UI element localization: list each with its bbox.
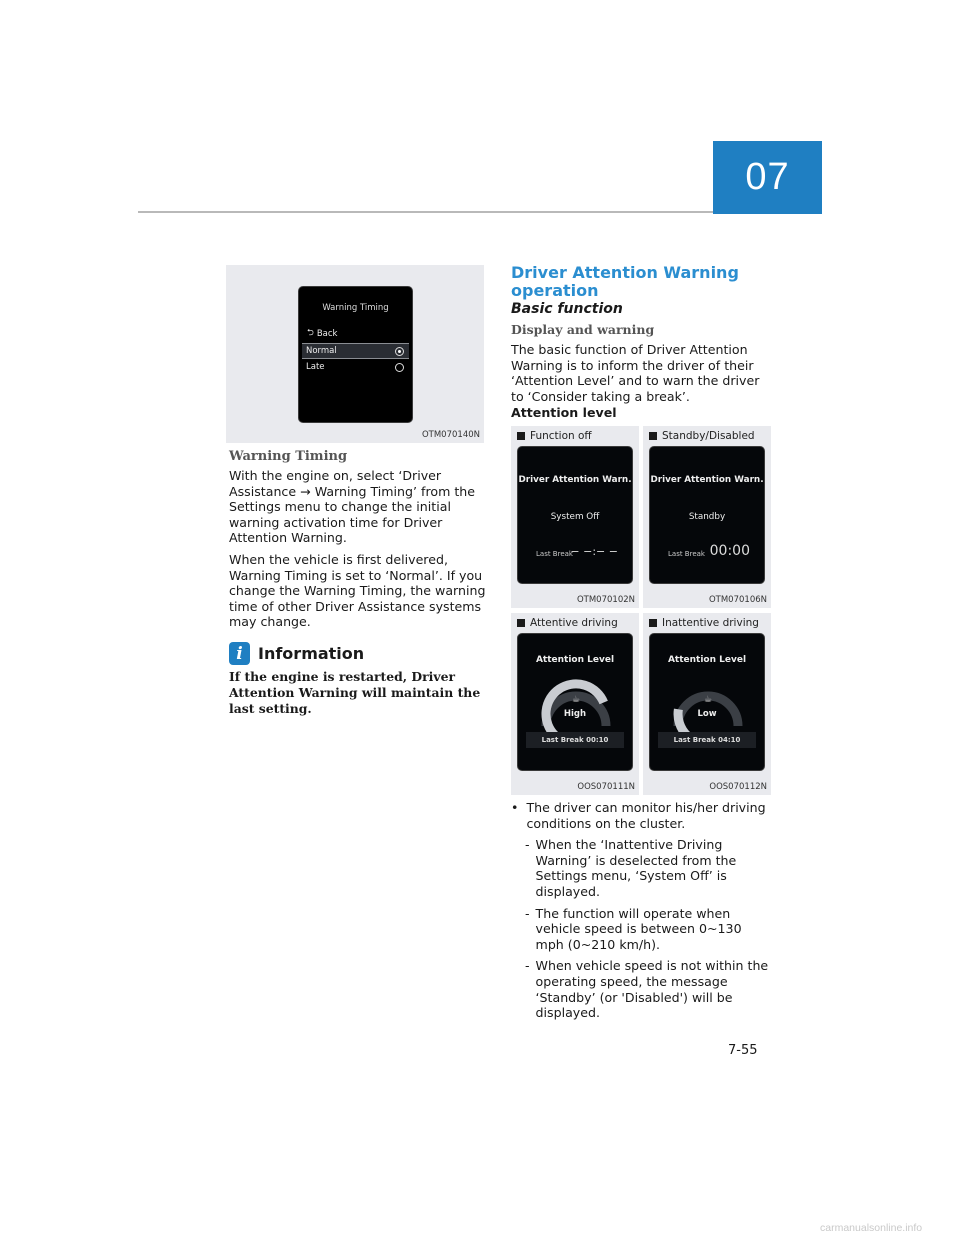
back-label: Back	[316, 329, 338, 339]
cluster-screen	[517, 446, 633, 584]
attention-gauge	[538, 674, 614, 732]
paragraph	[229, 468, 491, 546]
last-break: Last Break 00:10	[526, 732, 624, 748]
panel-caption	[517, 617, 618, 629]
square-bullet-icon	[649, 432, 657, 440]
screen-title: Attention Level	[667, 655, 747, 665]
last-break-value: − −:− −	[570, 545, 618, 558]
option-label: Normal	[306, 346, 337, 356]
screen-title: Driver Attention Warn.	[650, 475, 764, 485]
sub-bullet-text: When vehicle speed is not within the operating speed, the message ‘Standby’ (or 'Disabled') will be displayed.	[535, 958, 769, 1021]
information-label: Information	[258, 644, 365, 663]
panel-inattentive	[643, 613, 771, 795]
square-bullet-icon	[517, 619, 525, 627]
info-icon: i	[229, 642, 250, 665]
attention-level-value: Low	[697, 709, 717, 719]
square-bullet-icon	[649, 619, 657, 627]
sub-bullet-text: The function will operate when vehicle speed is between 0~130 mph (0~210 km/h).	[535, 905, 742, 952]
sub-bullet-text: When the ‘Inattentive Driving Warning’ is deselected from the Settings menu, ‘System Off’ is displayed.	[535, 837, 737, 899]
caption-text: Function off	[530, 430, 592, 442]
warning-timing-heading: Warning Timing	[229, 449, 348, 464]
page-number: 7-55	[728, 1043, 758, 1058]
coffee-cup-icon: ☕	[703, 695, 713, 705]
paragraph: When the vehicle is first delivered, Warning Timing is set to ‘Normal’. If you change the Warning Timing, the warning time of other Driver Assistance systems may change.	[229, 551, 486, 630]
watermark: carmanualsonline.info	[820, 1222, 923, 1234]
dash-icon: -	[525, 837, 530, 853]
left-body	[229, 468, 491, 636]
section-title: Driver Attention Warning operation	[511, 263, 739, 300]
screen-status: System Off	[550, 512, 600, 522]
dash-icon: -	[525, 905, 530, 921]
back-item	[307, 327, 337, 341]
cluster-screen	[517, 633, 633, 771]
option-label: Late	[306, 362, 325, 372]
basic-function-paragraph: The basic function of Driver Attention Warning is to inform the driver of their ‘Attention Level’ and to warn the driver to ‘Consider taking a break’.	[511, 342, 760, 404]
text-run: With the engine on, select ‘Driver Assistance	[229, 468, 442, 499]
last-break-value: 00:00	[709, 543, 750, 559]
panel-attentive	[511, 613, 639, 795]
arrow-icon: →	[300, 483, 311, 499]
caption-text: Inattentive driving	[662, 617, 759, 629]
bullet-list	[511, 800, 773, 1027]
coffee-cup-icon: ☕	[571, 695, 581, 705]
bullet-icon: •	[511, 800, 519, 815]
radio-selected-icon	[395, 347, 404, 356]
attention-gauge	[670, 674, 746, 732]
bullet-item	[511, 800, 773, 831]
panel-caption	[517, 430, 592, 442]
last-break: Last Break 04:10	[658, 732, 756, 748]
panel-standby	[643, 426, 771, 608]
figure-code: OOS070111N	[577, 782, 635, 792]
square-bullet-icon	[517, 432, 525, 440]
subsubsection-title: Display and warning	[511, 322, 655, 337]
subsection-title: Basic function	[511, 301, 623, 317]
panel-caption	[649, 617, 759, 629]
panel-caption	[649, 430, 755, 442]
chapter-rule	[138, 211, 713, 213]
cluster-screen	[649, 446, 765, 584]
figure-code: OTM070106N	[708, 595, 767, 605]
screen-title: Attention Level	[535, 655, 615, 665]
option-normal	[302, 343, 409, 359]
cluster-screen	[649, 633, 765, 771]
chapter-tab: 07	[713, 141, 822, 214]
caption-text: Attentive driving	[530, 617, 618, 629]
text-run: Warning Timing’ from the Settings menu to change the initial warning activation time for Driver Attention Warning.	[229, 483, 476, 546]
attention-level-value: High	[563, 709, 587, 719]
information-header	[229, 642, 364, 665]
screen-title: Warning Timing	[322, 303, 389, 313]
panel-function-off	[511, 426, 639, 608]
information-text: If the engine is restarted, Driver Attention Warning will maintain the last setting.	[229, 669, 481, 716]
radio-empty-icon	[395, 363, 404, 372]
option-late	[302, 359, 409, 375]
figure-warning-timing	[226, 265, 484, 443]
figure-code: OTM070140N	[421, 430, 480, 440]
sub-bullet-item	[511, 837, 773, 899]
attention-level-label: Attention level	[511, 405, 617, 420]
back-arrow-icon: ⮌	[307, 328, 314, 338]
screen-title: Driver Attention Warn.	[518, 475, 632, 485]
figure-code: OTM070102N	[576, 595, 635, 605]
caption-text: Standby/Disabled	[662, 430, 755, 442]
sub-bullet-item	[511, 906, 773, 953]
dash-icon: -	[525, 958, 530, 974]
screen-status: Standby	[688, 512, 726, 522]
sub-bullet-item	[511, 958, 773, 1020]
figure-code: OOS070112N	[709, 782, 767, 792]
bullet-text: The driver can monitor his/her driving conditions on the cluster.	[526, 800, 766, 831]
last-break-label: Last Break	[668, 550, 705, 558]
last-break-label: Last Break	[536, 550, 573, 558]
warning-timing-screen	[298, 286, 413, 423]
